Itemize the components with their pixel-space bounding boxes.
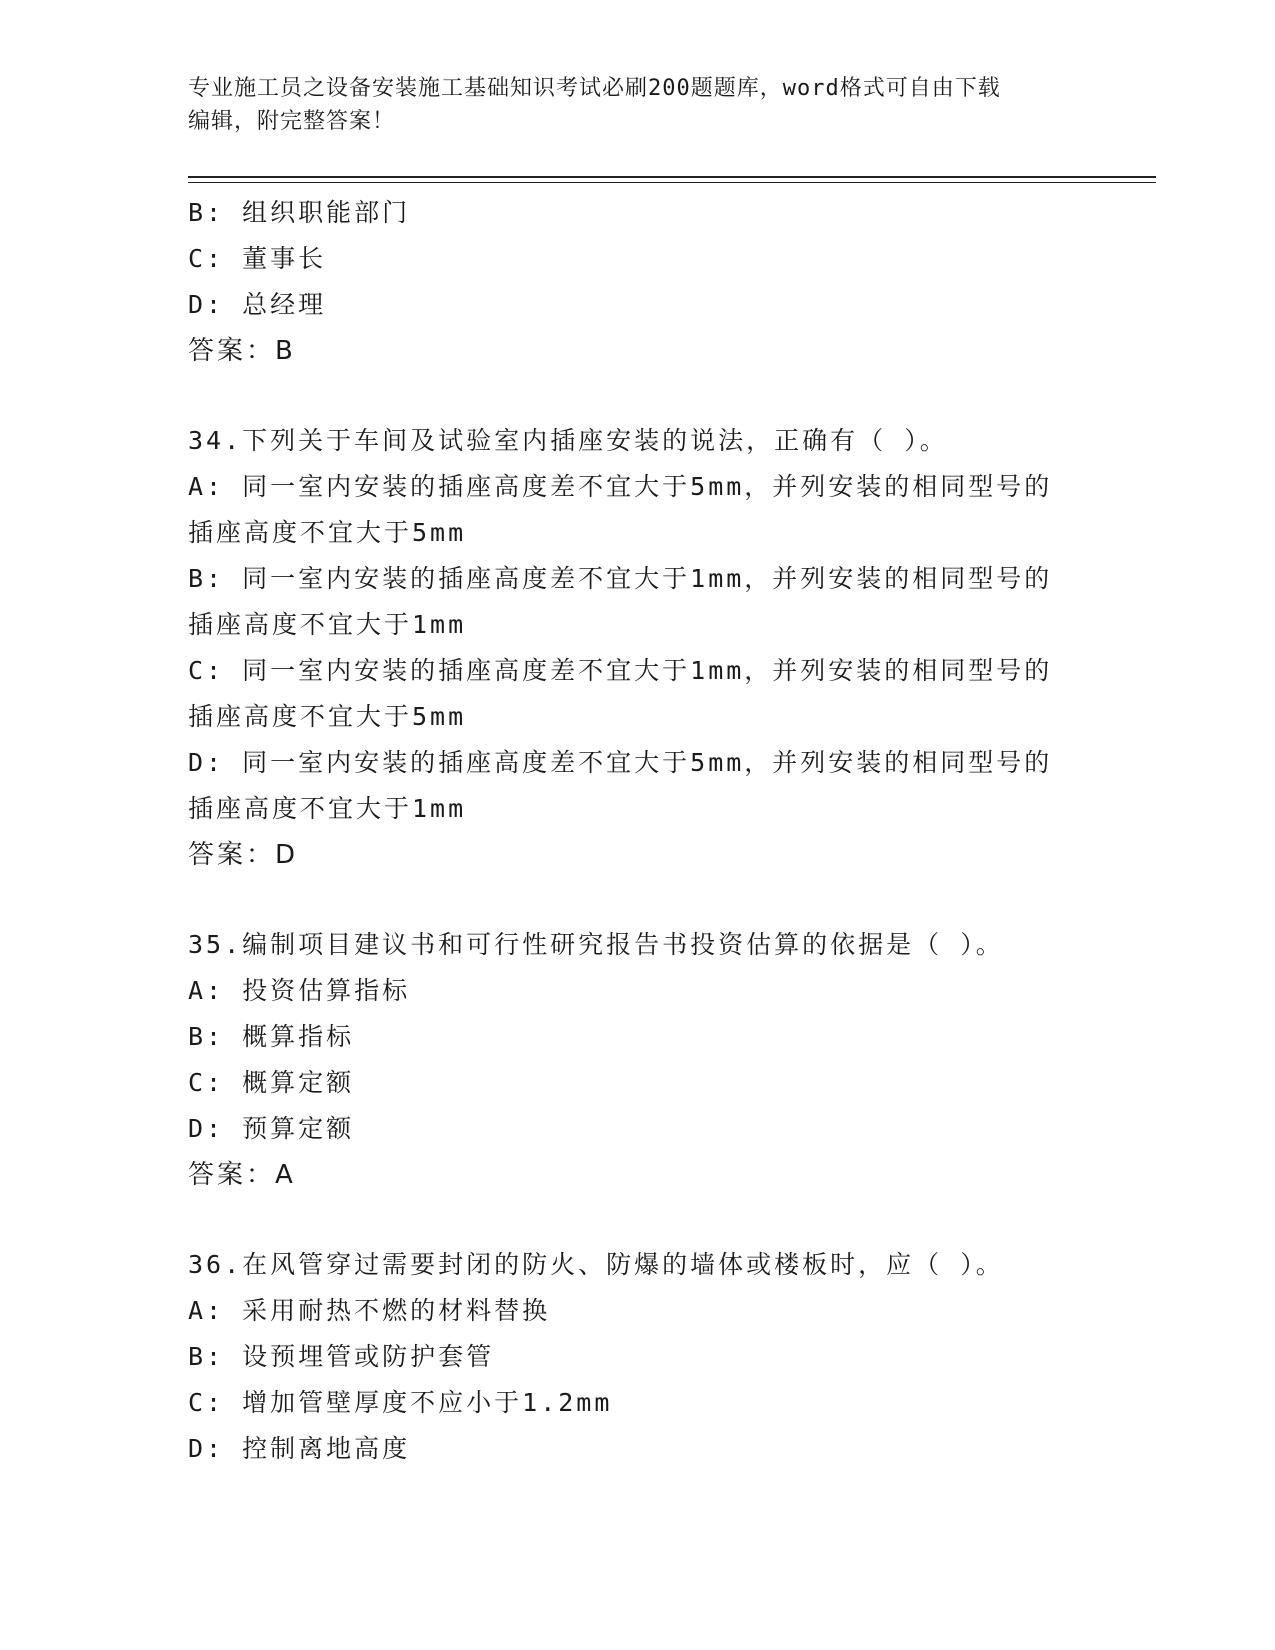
- header-divider-thin: [188, 182, 1156, 183]
- question-35: [188, 922, 1068, 1198]
- question-34: [188, 418, 1068, 878]
- header-title-line-2: 编辑，附完整答案！: [188, 109, 396, 134]
- option-a: A: 采用耐热不燃的材料替换: [188, 1296, 551, 1325]
- header-title-line-1: 专业施工员之设备安装施工基础知识考试必刷200题题库，word格式可自由下载: [188, 76, 1001, 101]
- question-stem: 34.下列关于车间及试验室内插座安装的说法，正确有（ ）。: [188, 426, 948, 455]
- option-b: B: 组织职能部门: [188, 198, 411, 227]
- option-a: A: 投资估算指标: [188, 976, 411, 1005]
- option-b: B: 概算指标: [188, 1022, 355, 1051]
- option-b-line-1: B: 同一室内安装的插座高度差不宜大于1mm，并列安装的相同型号的: [188, 564, 1053, 593]
- option-c-line-1: C: 同一室内安装的插座高度差不宜大于1mm，并列安装的相同型号的: [188, 656, 1053, 685]
- question-stem: 36.在风管穿过需要封闭的防火、防爆的墙体或楼板时，应（ ）。: [188, 1250, 1004, 1279]
- document-header: [188, 72, 1068, 138]
- option-c: C: 增加管壁厚度不应小于1.2mm: [188, 1388, 613, 1417]
- header-divider-thick: [188, 176, 1156, 178]
- option-d: D: 预算定额: [188, 1114, 355, 1143]
- option-c: C: 董事长: [188, 244, 327, 273]
- option-b: B: 设预埋管或防护套管: [188, 1342, 495, 1371]
- answer: 答案：D: [188, 840, 299, 870]
- option-d: D: 控制离地高度: [188, 1434, 411, 1463]
- answer: 答案：B: [188, 336, 296, 366]
- option-a-line-1: A: 同一室内安装的插座高度差不宜大于5mm，并列安装的相同型号的: [188, 472, 1053, 501]
- option-d-line-2: 插座高度不宜大于1mm: [188, 794, 467, 823]
- option-d: D: 总经理: [188, 290, 327, 319]
- option-d-line-1: D: 同一室内安装的插座高度差不宜大于5mm，并列安装的相同型号的: [188, 748, 1053, 777]
- spacer: [188, 878, 1068, 922]
- question-stem: 35.编制项目建议书和可行性研究报告书投资估算的依据是（ ）。: [188, 930, 1004, 959]
- option-a-line-2: 插座高度不宜大于5mm: [188, 518, 467, 547]
- option-b-line-2: 插座高度不宜大于1mm: [188, 610, 467, 639]
- option-c: C: 概算定额: [188, 1068, 355, 1097]
- question-36: [188, 1242, 1068, 1472]
- question-list: [188, 190, 1068, 1472]
- question-33: [188, 190, 1068, 374]
- spacer: [188, 1198, 1068, 1242]
- spacer: [188, 374, 1068, 418]
- answer: 答案：A: [188, 1160, 296, 1190]
- option-c-line-2: 插座高度不宜大于5mm: [188, 702, 467, 731]
